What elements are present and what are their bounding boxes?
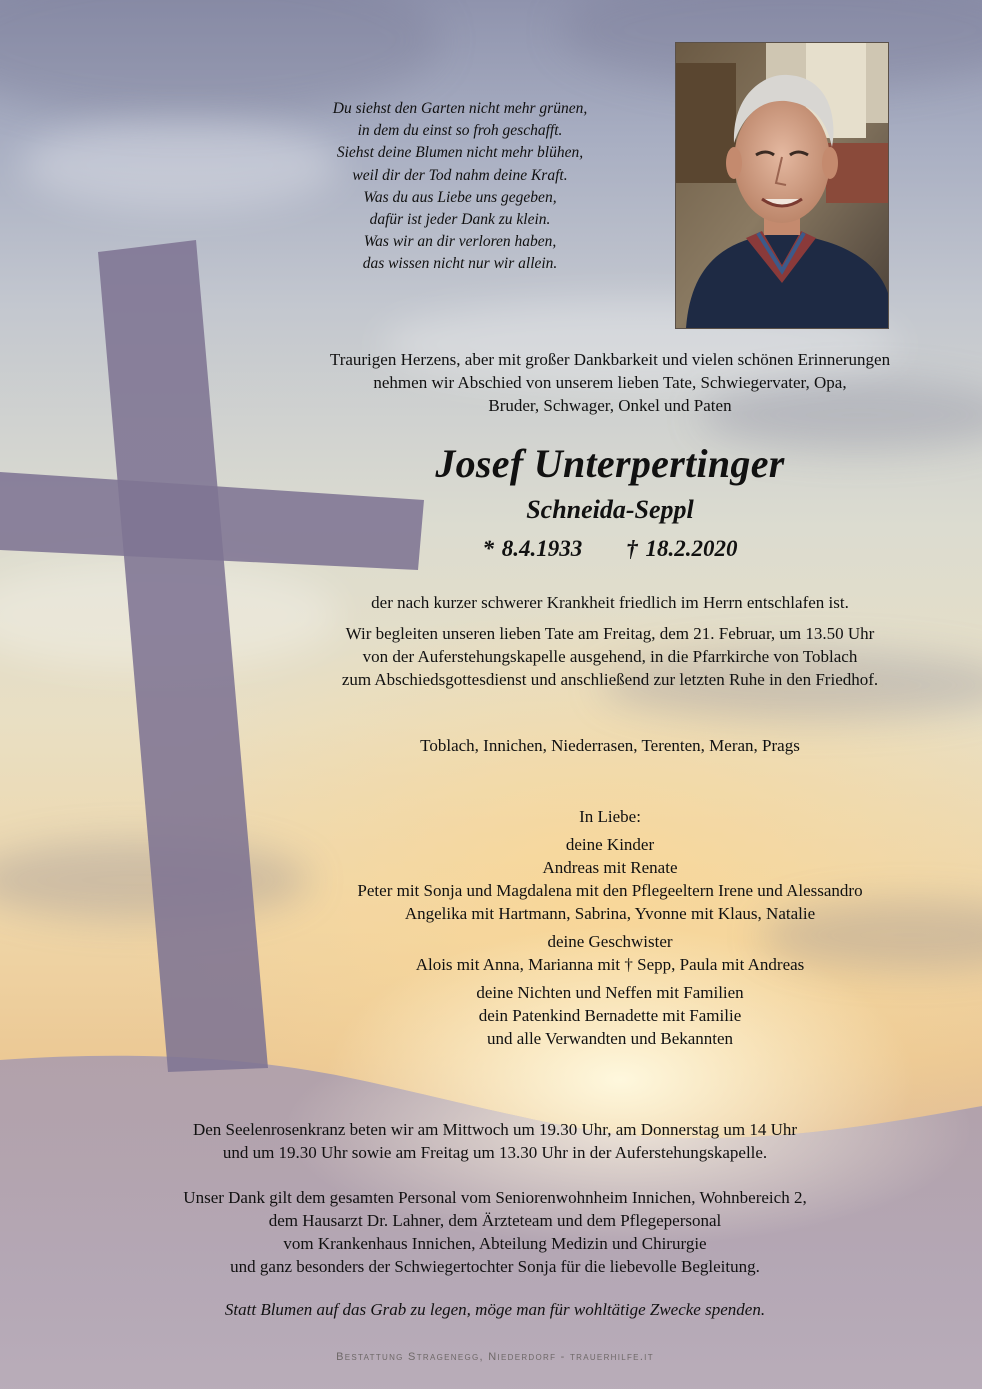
children-line: Andreas mit Renate — [542, 858, 678, 877]
relatives-line: deine Nichten und Neffen mit Familien — [476, 983, 744, 1002]
rosary-info — [80, 1118, 910, 1164]
thanks-line: vom Krankenhaus Innichen, Abteilung Medizin und Chirurgie — [283, 1234, 707, 1253]
life-dates — [400, 536, 820, 562]
poem-line: Du siehst den Garten nicht mehr grünen, — [332, 100, 588, 117]
siblings-line: Alois mit Anna, Marianna mit † Sepp, Paula mit Andreas — [415, 955, 805, 974]
deceased-name: Josef Unterpertinger — [435, 441, 785, 486]
intro-text — [270, 348, 950, 417]
poem-line: weil dir der Tod nahm deine Kraft. — [352, 166, 568, 184]
donation-note: Statt Blumen auf das Grab zu legen, möge man für wohltätige Zwecke spenden. — [224, 1300, 766, 1319]
death-date: † 18.2.2020 — [626, 536, 738, 561]
memorial-poem — [300, 98, 620, 276]
funeral-line: von der Auferstehungskapelle ausgehend, in die Pfarrkirche von Toblach — [362, 647, 858, 666]
poem-line: das wissen nicht nur wir allein. — [362, 255, 558, 273]
portrait-photo — [675, 42, 889, 329]
funeral-info — [250, 622, 970, 691]
funeral-home-footer: Bestattung Stragenegg, Niederdorf - trauerhilfe.it — [336, 1351, 654, 1363]
children-line: Peter mit Sonja und Magdalena mit den Pflegeeltern Irene und Alessandro — [357, 881, 863, 900]
places-list: Toblach, Innichen, Niederrasen, Terenten, Meran, Prags — [420, 736, 800, 755]
funeral-line: Wir begleiten unseren lieben Tate am Freitag, dem 21. Februar, um 13.50 Uhr — [345, 624, 875, 643]
thanks-line: und ganz besonders der Schwiegertochter Sonja für die liebevolle Begleitung. — [230, 1257, 760, 1276]
children-label: deine Kinder — [565, 835, 655, 854]
funeral-line: zum Abschiedsgottesdienst und anschließend zur letzten Ruhe in den Friedhof. — [341, 670, 879, 689]
thanks-line: Unser Dank gilt dem gesamten Personal vom Seniorenwohnheim Innichen, Wohnbereich 2, — [183, 1188, 807, 1207]
intro-line: Traurigen Herzens, aber mit großer Dankbarkeit und vielen schönen Erinnerungen — [329, 350, 891, 369]
poem-line: dafür ist jeder Dank zu klein. — [369, 211, 551, 229]
passing-text: der nach kurzer schwerer Krankheit friedlich im Herrn entschlafen ist. — [371, 593, 849, 612]
poem-line: Was du aus Liebe uns gegeben, — [363, 188, 557, 206]
deceased-nickname: Schneida-Seppl — [526, 495, 694, 524]
poem-line: Siehst deine Blumen nicht mehr blühen, — [336, 144, 584, 162]
family-section — [250, 805, 970, 1050]
siblings-label: deine Geschwister — [547, 932, 673, 951]
children-line: Angelika mit Hartmann, Sabrina, Yvonne mit Klaus, Natalie — [404, 904, 816, 923]
relatives-line: dein Patenkind Bernadette mit Familie — [478, 1006, 742, 1025]
poem-line: Was wir an dir verloren haben, — [363, 233, 557, 251]
thanks-line: dem Hausarzt Dr. Lahner, dem Ärzteteam und dem Pflegepersonal — [268, 1211, 722, 1230]
relatives-line: und alle Verwandten und Bekannten — [486, 1029, 734, 1048]
family-heading: In Liebe: — [579, 807, 641, 826]
rosary-line: Den Seelenrosenkranz beten wir am Mittwoch um 19.30 Uhr, am Donnerstag um 14 Uhr — [192, 1120, 798, 1139]
intro-line: nehmen wir Abschied von unserem lieben Tate, Schwiegervater, Opa, — [373, 373, 847, 392]
thanks-section — [80, 1186, 910, 1278]
poem-line: in dem du einst so froh geschafft. — [357, 122, 563, 140]
birth-date: * 8.4.1933 — [482, 536, 583, 561]
rosary-line: und um 19.30 Uhr sowie am Freitag um 13.30 Uhr in der Auferstehungskapelle. — [222, 1143, 768, 1162]
intro-line: Bruder, Schwager, Onkel und Paten — [488, 396, 732, 415]
